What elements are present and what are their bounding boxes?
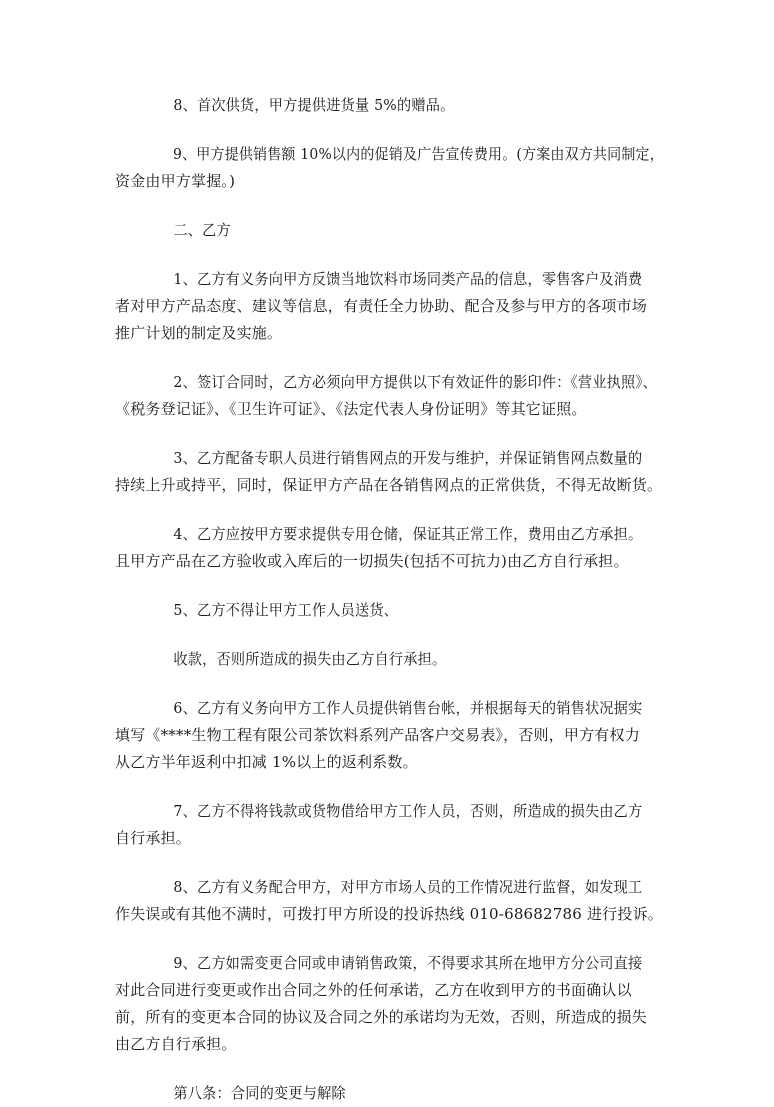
paragraph	[115, 874, 664, 928]
paragraph	[115, 141, 664, 195]
paragraph	[115, 266, 664, 347]
paragraph	[115, 695, 664, 776]
text-line: 7、乙方不得将钱款或货物借给甲方工作人员，否则，所造成的损失由乙方	[173, 802, 643, 820]
text-line: 从乙方半年返利中扣减 1%以上的返利系数。	[115, 753, 418, 771]
text-line: 1、乙方有义务向甲方反馈当地饮料市场同类产品的信息，零售客户及消费	[173, 270, 643, 288]
text-line: 且甲方产品在乙方验收或入库后的一切损失(包括不可抗力)由乙方自行承担。	[115, 552, 629, 570]
text-line: 8、首次供货，甲方提供进货量 5%的赠品。	[173, 96, 455, 114]
paragraph	[115, 369, 664, 423]
text-line: 者对甲方产品态度、建议等信息，有责任全力协助、配合及参与甲方的各项市场	[115, 297, 648, 315]
text-line: 二、乙方	[173, 221, 231, 239]
text-line: 3、乙方配备专职人员进行销售网点的开发与维护，并保证销售网点数量的	[173, 449, 643, 467]
text-line: 前，所有的变更本合同的协议及合同之外的承诺均为无效，否则，所造成的损失	[115, 1008, 648, 1026]
paragraph	[115, 646, 664, 673]
text-line: 第八条：合同的变更与解除	[173, 1084, 346, 1102]
text-line: 8、乙方有义务配合甲方，对甲方市场人员的工作情况进行监督，如发现工	[173, 878, 643, 896]
text-line: 持续上升或持平，同时，保证甲方产品在各销售网点的正常供货，不得无故断货。	[115, 476, 663, 494]
text-line: 填写《****生物工程有限公司茶饮料系列产品客户交易表》，否则，甲方有权力	[115, 726, 640, 744]
text-line: 6、乙方有义务向甲方工作人员提供销售台帐，并根据每天的销售状况据实	[173, 699, 643, 717]
paragraph	[115, 950, 664, 1058]
text-line: 9、乙方如需变更合同或申请销售政策，不得要求其所在地甲方分公司直接	[173, 954, 643, 972]
text-line: 推广计划的制定及实施。	[115, 324, 283, 342]
text-line: 收款，否则所造成的损失由乙方自行承担。	[173, 650, 447, 668]
paragraph	[115, 217, 664, 244]
text-line: 4、乙方应按甲方要求提供专用仓储，保证其正常工作，费用由乙方承担。	[173, 525, 643, 543]
paragraph	[115, 521, 664, 575]
text-line: 由乙方自行承担。	[115, 1035, 237, 1053]
text-line: 9、甲方提供销售额 10%以内的促销及广告宣传费用。(方案由双方共同制定，	[173, 145, 664, 163]
text-line: 2、签订合同时，乙方必须向甲方提供以下有效证件的影印件：《营业执照》、	[173, 373, 657, 391]
paragraph	[115, 445, 664, 499]
text-line: 自行承担。	[115, 829, 192, 847]
document-body	[115, 92, 664, 1107]
paragraph	[115, 597, 664, 624]
paragraph	[115, 798, 664, 852]
text-line: 《税务登记证》、《卫生许可证》、《法定代表人身份证明》等其它证照。	[115, 400, 587, 418]
text-line: 对此合同进行变更或作出合同之外的任何承诺，乙方在收到甲方的书面确认以	[115, 981, 632, 999]
text-line: 作失误或有其他不满时，可拨打甲方所设的投诉热线 010-68682786 进行投诉。	[115, 905, 663, 923]
text-line: 资金由甲方掌握。)	[115, 172, 236, 190]
text-line: 5、乙方不得让甲方工作人员送货、	[173, 601, 399, 619]
paragraph	[115, 92, 664, 119]
paragraph	[115, 1080, 664, 1107]
